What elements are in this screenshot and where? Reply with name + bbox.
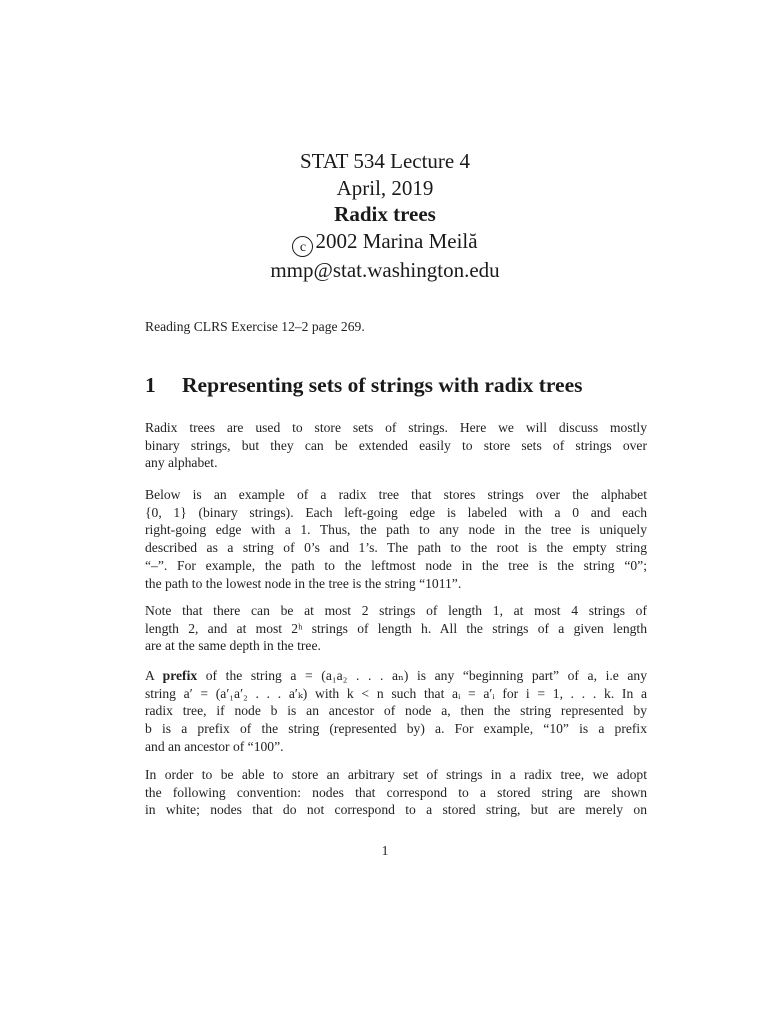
text-line: Note that there can be at most 2 strings of length 1, at most 4 strings of (145, 603, 647, 618)
defined-term-prefix: prefix (162, 668, 198, 683)
text-line: the path to the lowest node in the tree is the string “1011”. (145, 575, 462, 591)
paragraph-prefix (145, 667, 647, 756)
copyright-line (0, 228, 770, 257)
paragraph-convention (145, 766, 647, 819)
text-line: “–”. For example, the path to the leftmost node in the tree is the string “0”; (145, 557, 647, 573)
text-line: In order to be able to store an arbitrary set of strings in a radix tree, we adopt (145, 767, 647, 782)
course-title: STAT 534 Lecture 4 (300, 149, 470, 173)
text-line: length 2, and at most 2ʰ strings of length h. All the strings of a given length (145, 620, 647, 636)
text-line: described as a string of 0’s and 1’s. The path to the root is the empty string (145, 540, 647, 556)
lecture-topic: Radix trees (334, 202, 436, 226)
author-email: mmp@stat.washington.edu (270, 257, 500, 282)
section-heading (145, 371, 583, 399)
text-line: any alphabet. (145, 455, 218, 471)
text-line: b is a prefix of the string (represented by) a. For example, “10” is a prefix (145, 721, 647, 737)
text-line: right-going edge with a 1. Thus, the path to any node in the tree is uniquely (145, 522, 647, 538)
text-line: the following convention: nodes that correspond to a stored string are shown (145, 784, 647, 800)
copyright-icon: c (292, 236, 313, 257)
text-line: Below is an example of a radix tree that stores strings over the alphabet (145, 487, 647, 502)
section-title: Representing sets of strings with radix trees (182, 373, 583, 397)
text-line: radix tree, if node b is an ancestor of node a, then the string represented by (145, 703, 647, 719)
paragraph-intro (145, 419, 647, 472)
text-line: binary strings, but they can be extended easily to store sets of strings over (145, 437, 647, 453)
text-line: Radix trees are used to store sets of strings. Here we will discuss mostly (145, 420, 647, 435)
paragraph-string-counts (145, 602, 647, 655)
lecture-date: April, 2019 (336, 175, 434, 200)
text-line: in white; nodes that do not correspond to a stored string, but are merely on (145, 802, 647, 818)
section-number: 1 (145, 373, 156, 397)
text-line: are at the same depth in the tree. (145, 638, 321, 654)
reading-assignment: Reading CLRS Exercise 12–2 page 269. (145, 319, 365, 334)
paragraph-example (145, 486, 647, 592)
text-line: and an ancestor of “100”. (145, 738, 284, 754)
text-line: {0, 1} (binary strings). Each left-going edge is labeled with a 0 and each (145, 504, 647, 520)
text-line: string a′ = (a′₁a′₂ . . . a′ₖ) with k < n such that aᵢ = a′ᵢ for i = 1, . . . k. In a (145, 685, 647, 701)
text-line: A prefix of the string a = (a₁a₂ . . . aₙ) is any “beginning part” of a, i.e any (145, 668, 647, 683)
page-number: 1 (381, 843, 389, 858)
copyright-text: 2002 Marina Meilă (315, 228, 478, 253)
title-block (0, 148, 770, 283)
